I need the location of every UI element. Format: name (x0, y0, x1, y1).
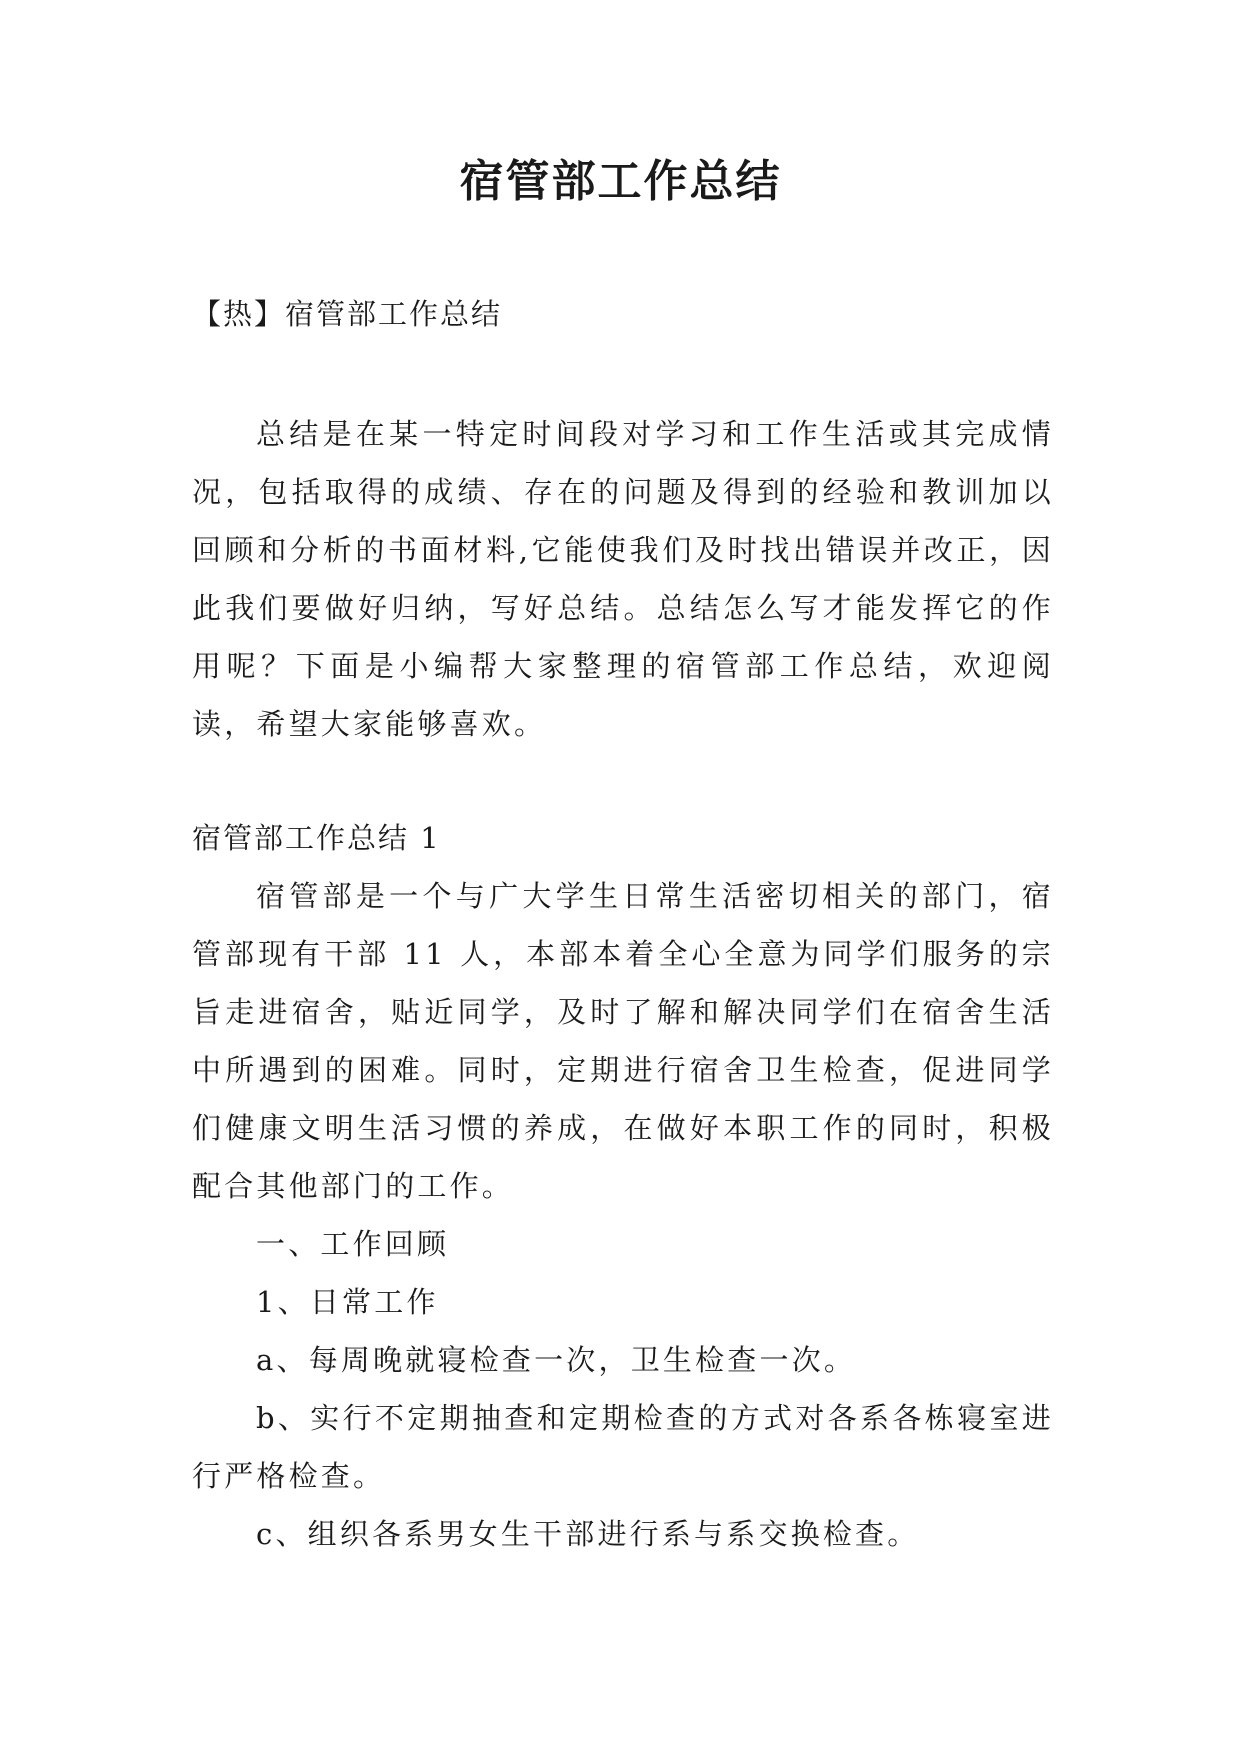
section-heading: 宿管部工作总结 1 (192, 821, 441, 855)
body-paragraph: c、组织各系男女生干部进行系与系交换检查。 (256, 1517, 920, 1551)
intro-paragraph: 总结是在某一特定时间段对学习和工作生活或其完成情况，包括取得的成绩、存在的问题及得到的经验和教训加以回顾和分析的书面材料,它能使我们及时找出错误并改正，因此我们要做好归纳，写好总结。总结怎么写才能发挥它的作用呢？下面是小编帮大家整理的宿管部工作总结，欢迎阅读，希望大家能够喜欢。 (192, 417, 1054, 741)
body-paragraph: 宿管部是一个与广大学生日常生活密切相关的部门，宿管部现有干部 11 人，本部本着全心全意为同学们服务的宗旨走进宿舍，贴近同学，及时了解和解决同学们在宿舍生活中所遇到的困难。同时，定期进行宿舍卫生检查，促进同学们健康文明生活习惯的养成，在做好本职工作的同时，积极配合其他部门的工作。 (192, 879, 1054, 1203)
body-paragraph: b、实行不定期抽查和定期检查的方式对各系各栋寝室进行严格检查。 (192, 1401, 1054, 1493)
body-paragraph: a、每周晚就寝检查一次，卫生检查一次。 (256, 1343, 857, 1377)
document-subtitle: 【热】宿管部工作总结 (192, 297, 503, 331)
body-paragraph: 1、日常工作 (256, 1285, 439, 1319)
document-title: 宿管部工作总结 (459, 156, 782, 207)
body-paragraph: 一、工作回顾 (256, 1227, 450, 1261)
document-body (192, 405, 1054, 1563)
